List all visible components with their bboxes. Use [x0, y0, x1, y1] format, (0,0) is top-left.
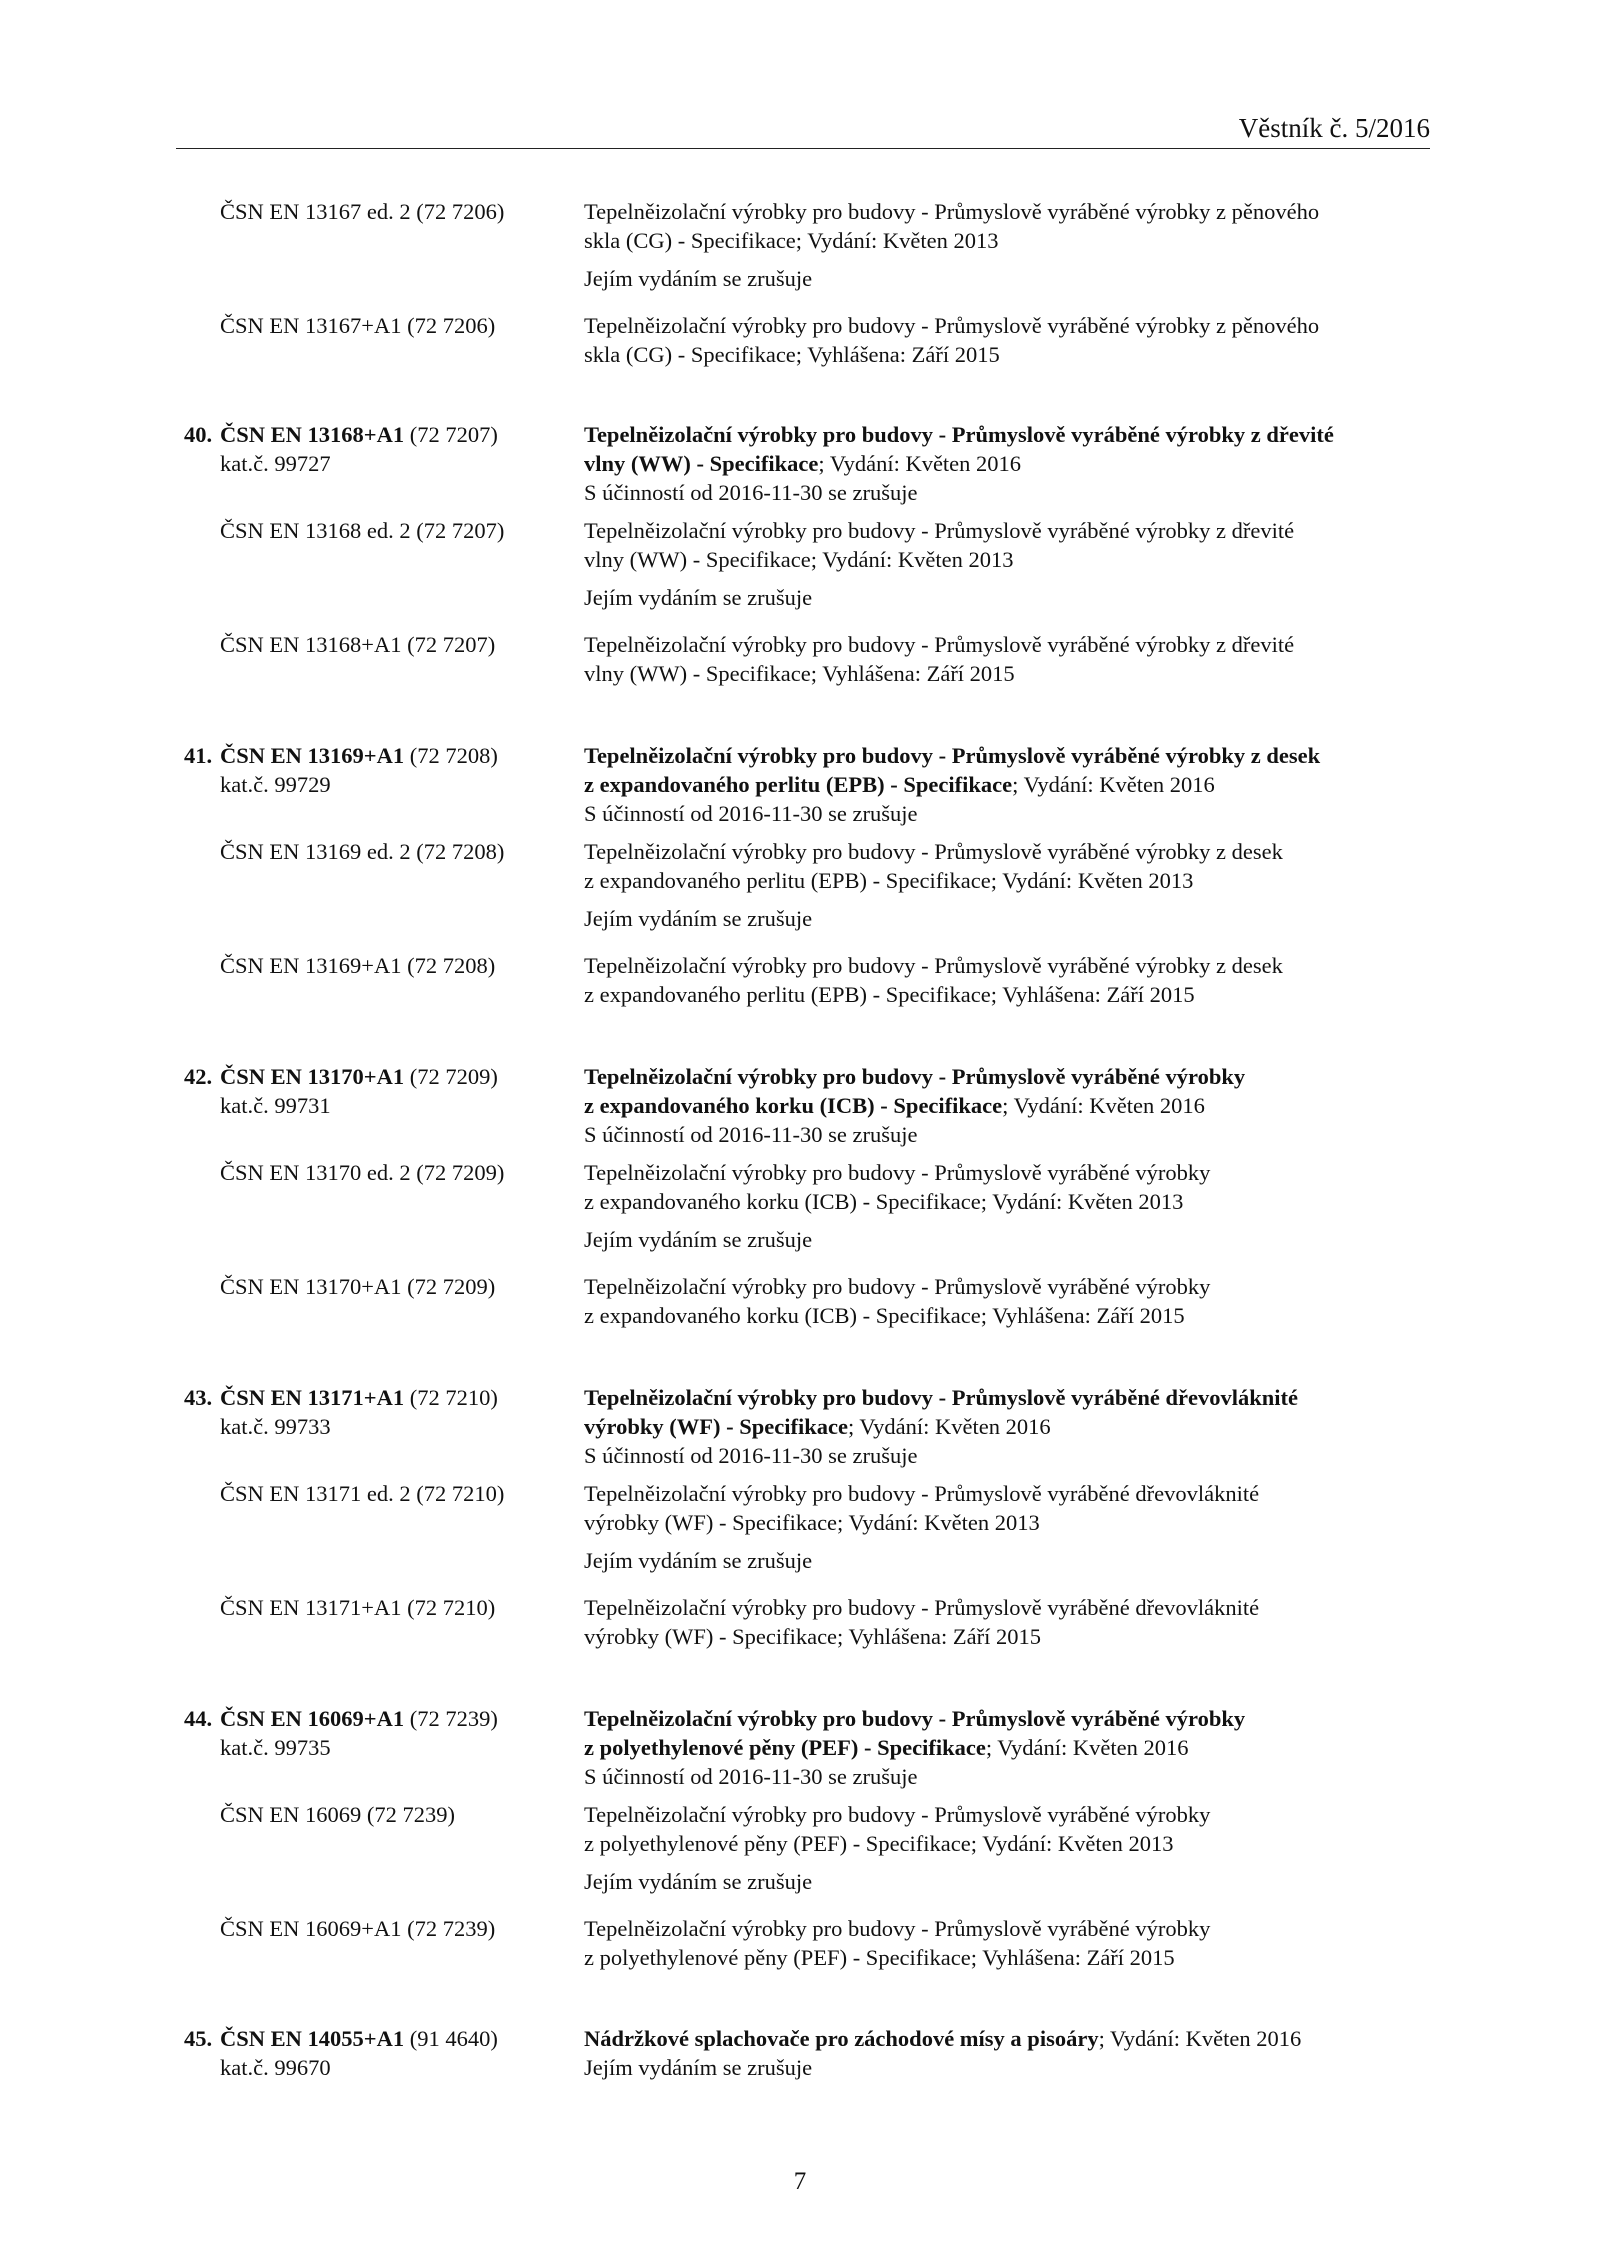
standard-code-bold: ČSN EN 13171+A1	[220, 1385, 405, 1410]
title-line: Tepelněizolační výrobky pro budovy - Průmyslově vyráběné výrobky	[584, 1064, 1246, 1089]
standard-code: ČSN EN 13169 ed. 2 (72 7208)	[220, 839, 505, 864]
amendment-row	[176, 311, 1430, 369]
description-line: z polyethylenové pěny (PEF) - Specifikace; Vydání: Květen 2013	[584, 1831, 1174, 1856]
issue-date: ; Vydání: Květen 2016	[1098, 2026, 1302, 2051]
standard-code-bold: ČSN EN 13170+A1	[220, 1064, 405, 1089]
new-standard-row	[176, 1062, 1430, 1149]
description-line: Tepelněizolační výrobky pro budovy - Průmyslově vyráběné výrobky z dřevité	[584, 632, 1295, 657]
entry-number: 41.	[184, 743, 213, 768]
standard-class: (72 7209)	[404, 1064, 498, 1089]
amendment-row	[176, 1914, 1430, 1972]
effect-note: S účinností od 2016-11-30 se zrušuje	[584, 480, 918, 505]
standard-code: ČSN EN 13167 ed. 2 (72 7206)	[220, 199, 505, 224]
page-number: 7	[793, 2168, 807, 2195]
entry-40	[176, 420, 1430, 688]
standard-code: ČSN EN 13171+A1 (72 7210)	[220, 1595, 496, 1620]
description-line: Tepelněizolační výrobky pro budovy - Průmyslově vyráběné výrobky	[584, 1802, 1211, 1827]
entry-continuation	[176, 197, 1430, 369]
title-line: Tepelněizolační výrobky pro budovy - Průmyslově vyráběné dřevovláknité	[584, 1385, 1298, 1410]
standard-class: (72 7239)	[404, 1706, 498, 1731]
standard-code: ČSN EN 16069+A1 (72 7239)	[220, 1916, 496, 1941]
title-line-bold: z expandovaného perlitu (EPB) - Specifikace	[584, 772, 1013, 797]
standard-code: ČSN EN 13168 ed. 2 (72 7207)	[220, 518, 505, 543]
entry-number: 44.	[184, 1706, 213, 1731]
new-standard-row	[176, 1383, 1430, 1470]
title-line-bold: výrobky (WF) - Specifikace	[584, 1414, 848, 1439]
issue-date: ; Vydání: Květen 2016	[818, 451, 1022, 476]
withdrawal-note: Jejím vydáním se zrušuje	[584, 1869, 813, 1894]
title-line: Tepelněizolační výrobky pro budovy - Průmyslově vyráběné výrobky z dřevité	[584, 422, 1334, 447]
description-line: vlny (WW) - Specifikace; Vyhlášena: Září 2015	[584, 661, 1015, 686]
effect-note: S účinností od 2016-11-30 se zrušuje	[584, 1443, 918, 1468]
withdrawal-note: Jejím vydáním se zrušuje	[584, 2055, 813, 2080]
description-line: Tepelněizolační výrobky pro budovy - Průmyslově vyráběné výrobky z dřevité	[584, 518, 1295, 543]
withdrawal-note: Jejím vydáním se zrušuje	[584, 1227, 813, 1252]
old-standard-row	[176, 1479, 1430, 1575]
description-line: vlny (WW) - Specifikace; Vydání: Květen 2013	[584, 547, 1014, 572]
entry-42	[176, 1062, 1430, 1330]
description-line: z polyethylenové pěny (PEF) - Specifikace; Vyhlášena: Září 2015	[584, 1945, 1175, 1970]
description-line: výrobky (WF) - Specifikace; Vydání: Květen 2013	[584, 1510, 1040, 1535]
page-header	[176, 110, 1430, 149]
entry-number: 43.	[184, 1385, 213, 1410]
standard-code: ČSN EN 13171 ed. 2 (72 7210)	[220, 1481, 505, 1506]
catalog-number: kat.č. 99735	[220, 1735, 331, 1760]
standard-class: (72 7210)	[404, 1385, 498, 1410]
old-standard-row	[176, 516, 1430, 612]
standard-code: ČSN EN 13169+A1 (72 7208)	[220, 953, 496, 978]
bulletin-title: Věstník č. 5/2016	[1238, 113, 1430, 143]
entry-number: 40.	[184, 422, 213, 447]
description-line: Tepelněizolační výrobky pro budovy - Průmyslově vyráběné dřevovláknité	[584, 1595, 1260, 1620]
effect-note: S účinností od 2016-11-30 se zrušuje	[584, 1122, 918, 1147]
description-line: skla (CG) - Specifikace; Vyhlášena: Září 2015	[584, 342, 1000, 367]
title-line: Tepelněizolační výrobky pro budovy - Průmyslově vyráběné výrobky z desek	[584, 743, 1321, 768]
issue-date: ; Vydání: Květen 2016	[847, 1414, 1051, 1439]
amendment-row	[176, 1593, 1430, 1651]
effect-note: S účinností od 2016-11-30 se zrušuje	[584, 801, 918, 826]
description-line: Tepelněizolační výrobky pro budovy - Průmyslově vyráběné výrobky	[584, 1274, 1211, 1299]
description-line: Tepelněizolační výrobky pro budovy - Průmyslově vyráběné dřevovláknité	[584, 1481, 1260, 1506]
catalog-number: kat.č. 99731	[220, 1093, 331, 1118]
standard-code-bold: ČSN EN 14055+A1	[220, 2026, 405, 2051]
description-line: Tepelněizolační výrobky pro budovy - Průmyslově vyráběné výrobky z desek	[584, 953, 1283, 978]
standard-code: ČSN EN 13167+A1 (72 7206)	[220, 313, 496, 338]
amendment-row	[176, 951, 1430, 1009]
new-standard-row	[176, 420, 1430, 507]
description-line: Tepelněizolační výrobky pro budovy - Průmyslově vyráběné výrobky z pěnového	[584, 313, 1320, 338]
old-standard-row	[176, 1158, 1430, 1254]
standard-class: (72 7207)	[404, 422, 498, 447]
description-line: Tepelněizolační výrobky pro budovy - Průmyslově vyráběné výrobky z desek	[584, 839, 1283, 864]
title-line-bold: Nádržkové splachovače pro záchodové mísy a pisoáry	[584, 2026, 1099, 2051]
new-standard-row	[176, 1704, 1430, 1791]
standard-code-bold: ČSN EN 13169+A1	[220, 743, 405, 768]
title-line-bold: z expandovaného korku (ICB) - Specifikace	[584, 1093, 1003, 1118]
entry-number: 42.	[184, 1064, 213, 1089]
description-line: z expandovaného korku (ICB) - Specifikace; Vydání: Květen 2013	[584, 1189, 1184, 1214]
amendment-row	[176, 630, 1430, 688]
standard-code-bold: ČSN EN 16069+A1	[220, 1706, 405, 1731]
standard-class: (91 4640)	[404, 2026, 498, 2051]
title-line-bold: z polyethylenové pěny (PEF) - Specifikace	[584, 1735, 986, 1760]
standard-code: ČSN EN 13170 ed. 2 (72 7209)	[220, 1160, 505, 1185]
new-standard-row	[176, 741, 1430, 828]
standard-code: ČSN EN 13168+A1 (72 7207)	[220, 632, 496, 657]
withdrawal-note: Jejím vydáním se zrušuje	[584, 906, 813, 931]
catalog-number: kat.č. 99670	[220, 2055, 331, 2080]
amendment-row	[176, 1272, 1430, 1330]
standard-class: (72 7208)	[404, 743, 498, 768]
description-line: z expandovaného perlitu (EPB) - Specifikace; Vyhlášena: Září 2015	[584, 982, 1195, 1007]
entry-41	[176, 741, 1430, 1009]
standard-code: ČSN EN 13170+A1 (72 7209)	[220, 1274, 496, 1299]
description-line: výrobky (WF) - Specifikace; Vyhlášena: Září 2015	[584, 1624, 1041, 1649]
issue-date: ; Vydání: Květen 2016	[1002, 1093, 1205, 1118]
old-standard-row	[176, 1800, 1430, 1896]
description-line: Tepelněizolační výrobky pro budovy - Průmyslově vyráběné výrobky z pěnového	[584, 199, 1320, 224]
title-line-bold: vlny (WW) - Specifikace	[584, 451, 819, 476]
withdrawal-note: Jejím vydáním se zrušuje	[584, 266, 813, 291]
description-line: skla (CG) - Specifikace; Vydání: Květen 2013	[584, 228, 999, 253]
entry-43	[176, 1383, 1430, 1651]
withdrawal-note: Jejím vydáním se zrušuje	[584, 1548, 813, 1573]
old-standard-row	[176, 197, 1430, 293]
catalog-number: kat.č. 99733	[220, 1414, 331, 1439]
standard-code-bold: ČSN EN 13168+A1	[220, 422, 405, 447]
catalog-number: kat.č. 99729	[220, 772, 331, 797]
description-line: Tepelněizolační výrobky pro budovy - Průmyslově vyráběné výrobky	[584, 1160, 1211, 1185]
catalog-number: kat.č. 99727	[220, 451, 331, 476]
description-line: z expandovaného perlitu (EPB) - Specifikace; Vydání: Květen 2013	[584, 868, 1194, 893]
effect-note: S účinností od 2016-11-30 se zrušuje	[584, 1764, 918, 1789]
entry-number: 45.	[184, 2026, 213, 2051]
new-standard-row	[176, 2024, 1430, 2082]
withdrawal-note: Jejím vydáním se zrušuje	[584, 585, 813, 610]
description-line: z expandovaného korku (ICB) - Specifikace; Vyhlášena: Září 2015	[584, 1303, 1185, 1328]
title-line: Tepelněizolační výrobky pro budovy - Průmyslově vyráběné výrobky	[584, 1706, 1246, 1731]
description-line: Tepelněizolační výrobky pro budovy - Průmyslově vyráběné výrobky	[584, 1916, 1211, 1941]
entry-45	[176, 2024, 1430, 2082]
old-standard-row	[176, 837, 1430, 933]
issue-date: ; Vydání: Květen 2016	[1012, 772, 1215, 797]
entry-44	[176, 1704, 1430, 1972]
standard-code: ČSN EN 16069 (72 7239)	[220, 1802, 455, 1827]
issue-date: ; Vydání: Květen 2016	[985, 1735, 1189, 1760]
